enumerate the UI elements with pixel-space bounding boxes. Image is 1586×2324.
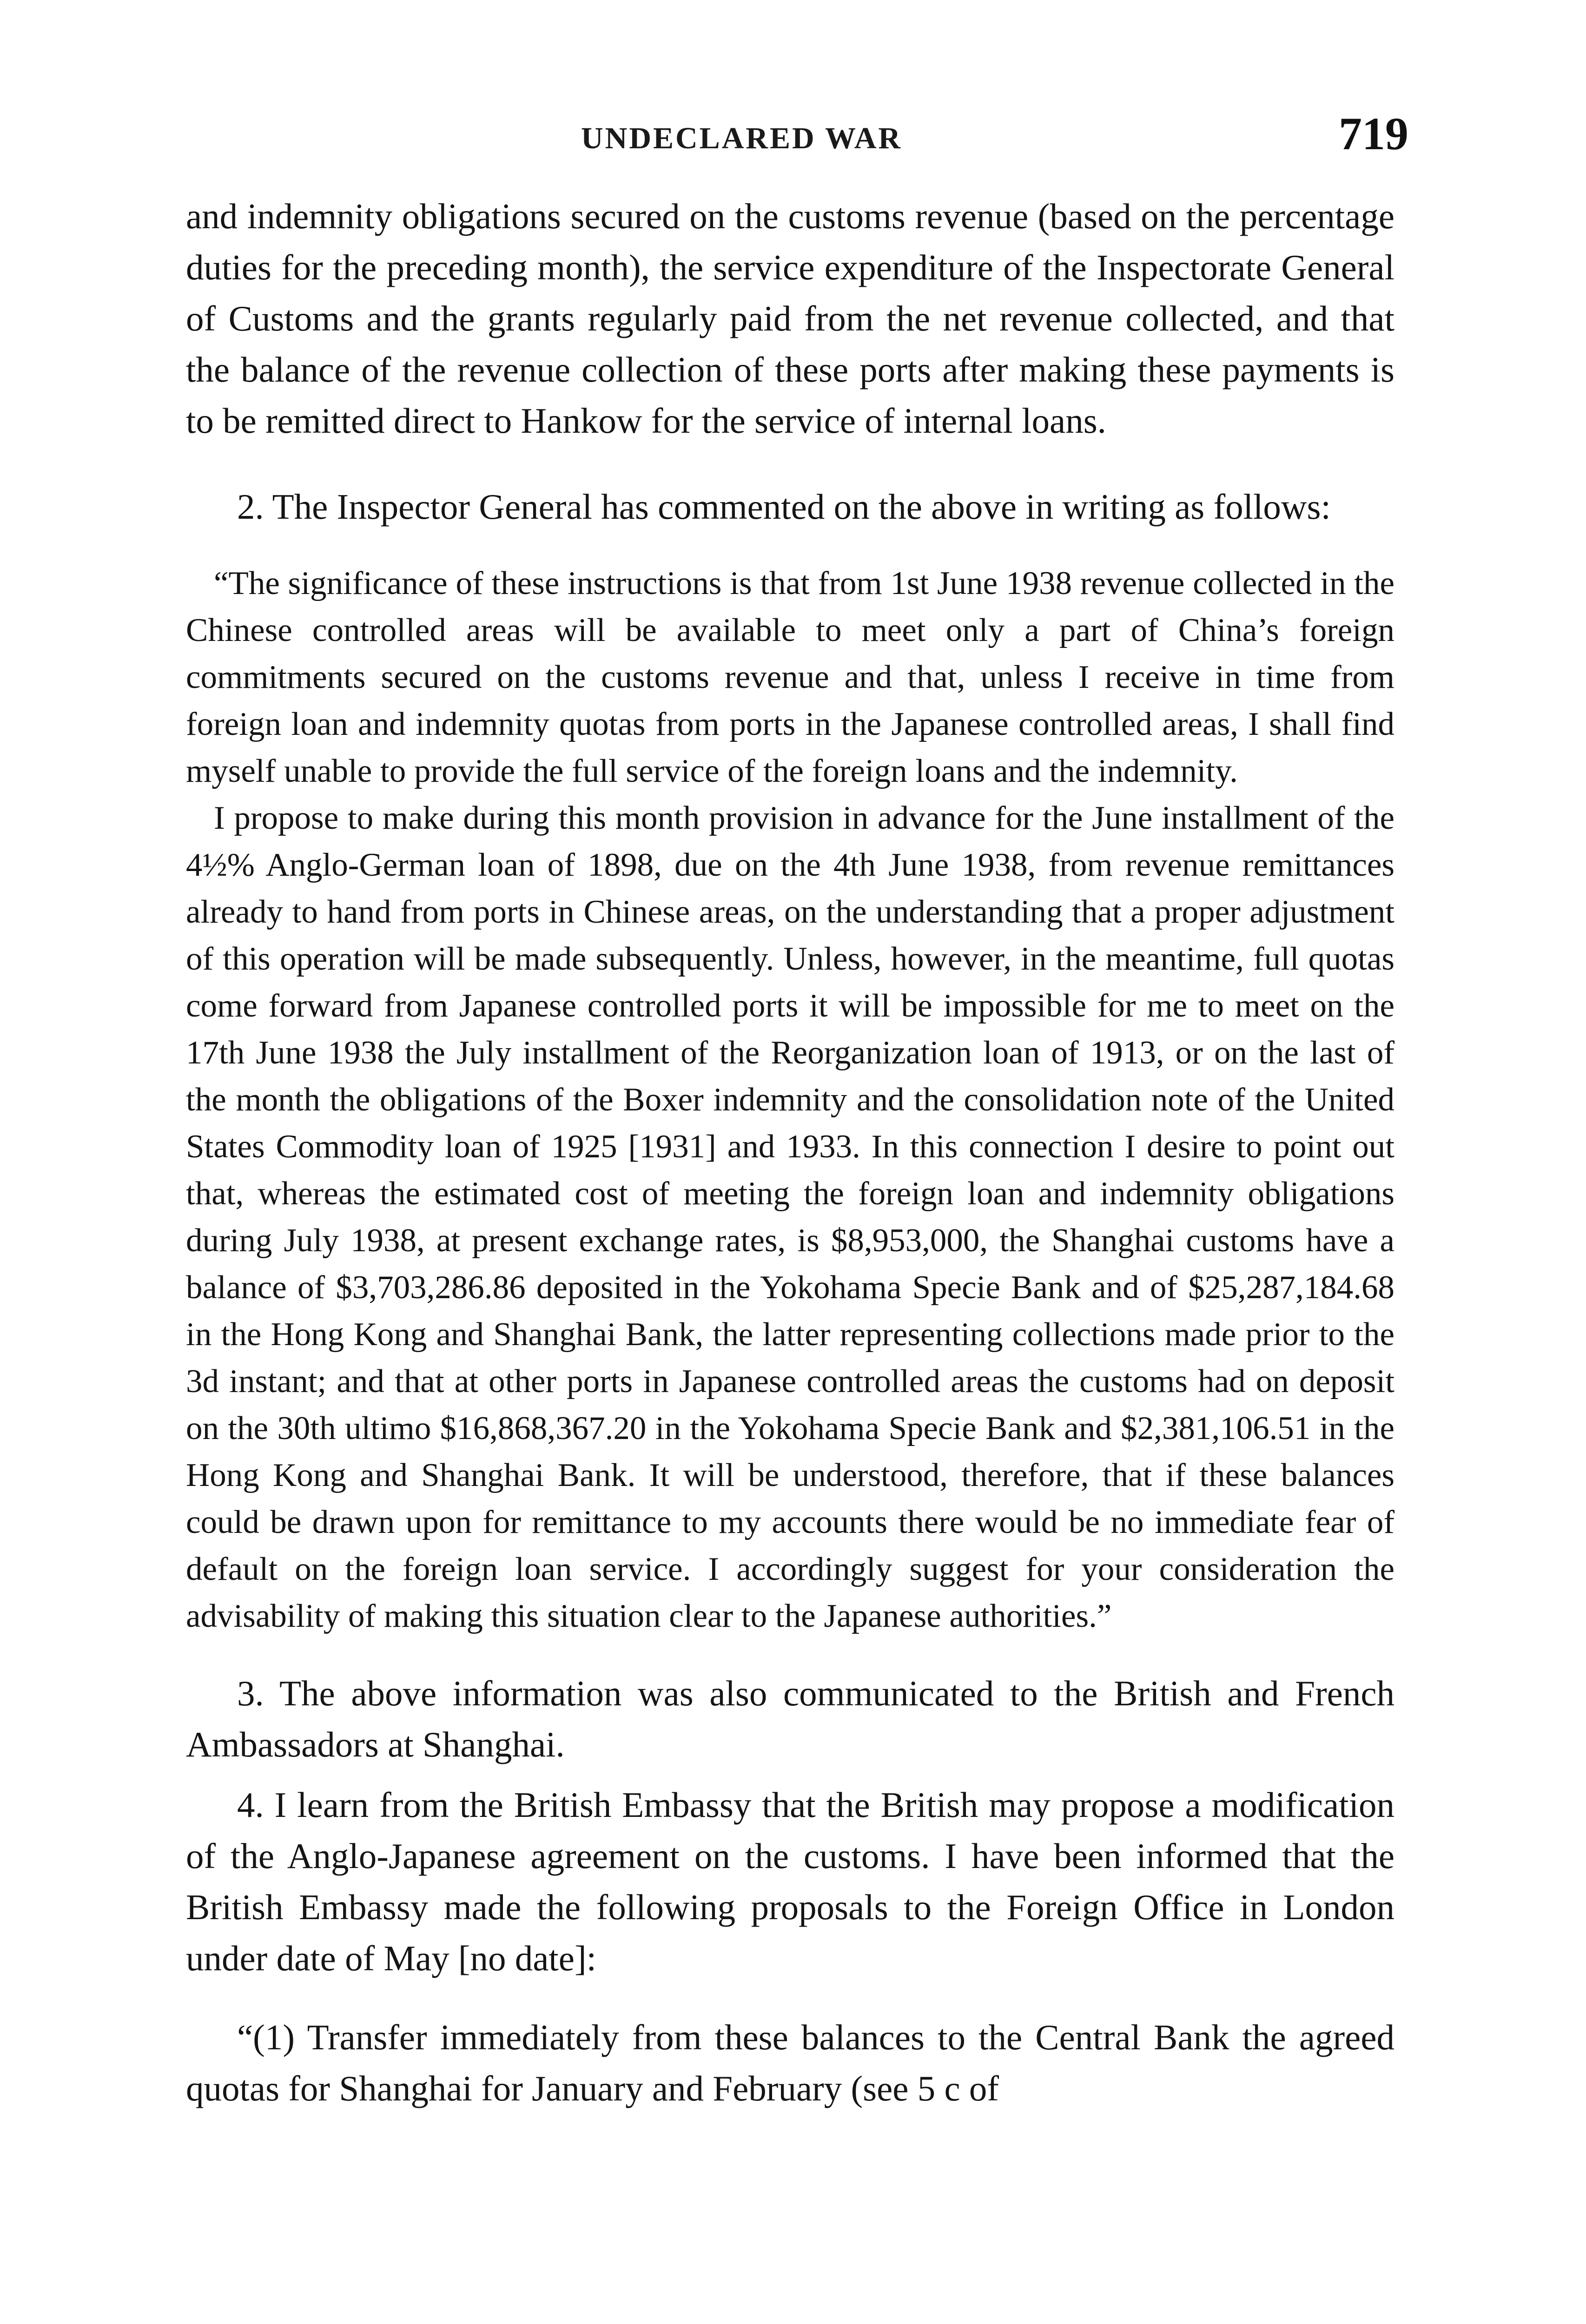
- paragraph-3: 3. The above information was also communicated to the British and French Ambassadors at Shanghai.: [186, 1673, 1394, 1764]
- quote-paragraph-1: “The significance of these instructions is that from 1st June 1938 revenue collected in the Chinese controlled areas will be available to meet only a part of China’s foreign commitments secured on the customs revenue and that, unless I receive in time from foreign loan and indemnity quotas from ports in the Japanese controlled areas, I shall find myself unable to provide the full service of the foreign loans and the indemnity.: [186, 565, 1394, 789]
- quote-paragraph-2: I propose to make during this month provision in advance for the June installment of the 4½% Anglo-German loan of 1898, due on the 4th June 1938, from revenue remittances already to hand from ports in Chinese areas, on the understanding that a proper adjustment of this operation will be made subsequently. Unless, however, in the meantime, full quotas come forward from Japanese controlled ports it will be impossible for me to meet on the 17th June 1938 the July installment of the Reorganization loan of 1913, or on the last of the month the obligations of the Boxer indemnity and the consolidation note of the United States Commodity loan of 1925 [1931] and 1933. In this connection I desire to point out that, whereas the estimated cost of meeting the foreign loan and indemnity obligations during July 1938, at present exchange rates, is $8,953,000, the Shanghai customs have a balance of $3,703,286.86 deposited in the Yokohama Specie Bank and of $25,287,184.68 in the Hong Kong and Shanghai Bank, the latter representing collections made prior to the 3d instant; and that at other ports in Japanese controlled areas the customs had on deposit on the 30th ultimo $16,868,367.20 in the Yokohama Specie Bank and $2,381,106.51 in the Hong Kong and Shanghai Bank. It will be understood, therefore, that if these balances could be drawn upon for remittance to my accounts there would be no immediate fear of default on the foreign loan service. I accordingly suggest for your consideration the advisability of making this situation clear to the Japanese authorities.”: [186, 800, 1394, 1634]
- body-text: [186, 191, 1394, 2114]
- running-title: UNDECLARED WAR: [581, 121, 903, 155]
- page-number: 719: [1339, 108, 1408, 159]
- paragraph-4: 4. I learn from the British Embassy that the British may propose a modification of the Anglo-Japanese agreement on the customs. I have been informed that the British Embassy made the following proposals to the Foreign Office in London under date of May [no date]:: [186, 1785, 1394, 1978]
- paragraph-2: 2. The Inspector General has commented on the above in writing as follows:: [237, 487, 1331, 527]
- quote-item-1: “(1) Transfer immediately from these balances to the Central Bank the agreed quotas for Shanghai for January and February (see 5 c of: [186, 2017, 1394, 2108]
- paragraph-continuation: and indemnity obligations secured on the customs revenue (based on the percentage duties for the preceding month), the service expenditure of the Inspectorate General of Customs and the grants regularly paid from the net revenue collected, and that the balance of the revenue collection of these ports after making these payments is to be remitted direct to Hankow for the service of internal loans.: [186, 196, 1394, 441]
- page-header: [572, 108, 1408, 172]
